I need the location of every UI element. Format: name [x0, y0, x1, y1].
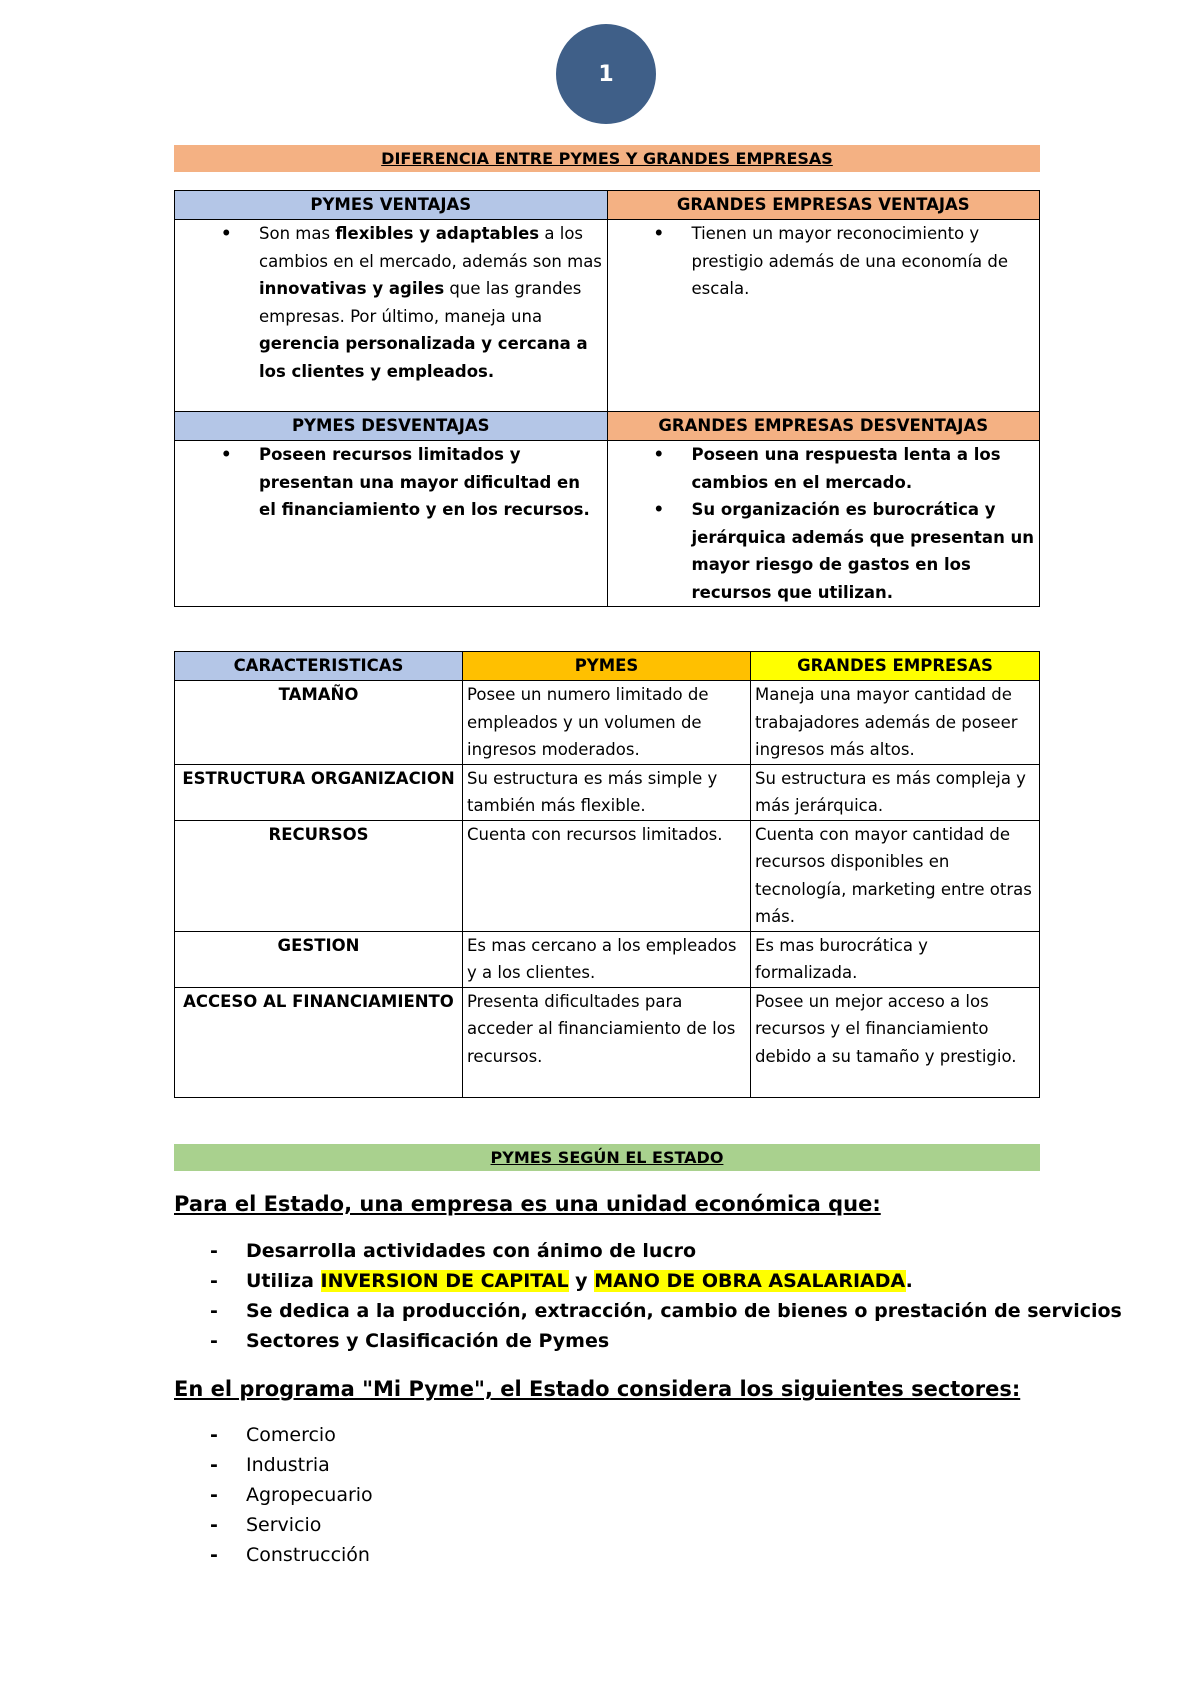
ge-ventajas-header: GRANDES EMPRESAS VENTAJAS	[607, 191, 1040, 220]
col-header-caracteristicas: CARACTERISTICAS	[175, 652, 463, 681]
row-label: ACCESO AL FINANCIAMIENTO	[175, 987, 463, 1097]
ge-desventajas-cell	[607, 441, 1040, 607]
list-item: - Industria	[174, 1450, 373, 1480]
ge-cell: Posee un mejor acceso a los recursos y el financiamiento debido a su tamaño y prestigio.	[751, 987, 1040, 1097]
highlight-mano-de-obra: MANO DE OBRA ASALARIADA	[594, 1270, 906, 1292]
pymes-desventajas-item: • Poseen recursos limitados y presentan una mayor dificultad en el financiamiento y en los recursos.	[259, 441, 603, 524]
table-row	[175, 820, 1040, 931]
pymes-ventajas-header: PYMES VENTAJAS	[175, 191, 608, 220]
list-item: - Comercio	[174, 1420, 373, 1450]
characteristics-table	[174, 651, 1040, 1098]
list-item: - Construcción	[174, 1540, 373, 1570]
pymes-ventajas-item: • Son mas flexibles y adaptables a los cambios en el mercado, además son mas innovativas y agiles que las grandes empresas. Por último, maneja una gerencia personalizada y cercana a los clientes y empleados.	[259, 220, 603, 385]
col-header-grandes-empresas: GRANDES EMPRESAS	[751, 652, 1040, 681]
list-item: - Se dedica a la producción, extracción, cambio de bienes o prestación de servicios	[174, 1296, 1122, 1326]
pymes-cell: Es mas cercano a los empleados y a los clientes.	[463, 931, 751, 987]
ge-cell: Su estructura es más compleja y más jerárquica.	[751, 764, 1040, 820]
comparison-table	[174, 190, 1040, 607]
sectores-list	[174, 1420, 373, 1570]
list-item: - Sectores y Clasificación de Pymes	[174, 1326, 1122, 1356]
ge-ventajas-item: • Tienen un mayor reconocimiento y prestigio además de una economía de escala.	[692, 220, 1036, 303]
ge-desventajas-header: GRANDES EMPRESAS DESVENTAJAS	[607, 412, 1040, 441]
ge-cell: Maneja una mayor cantidad de trabajadores además de poseer ingresos más altos.	[751, 681, 1040, 765]
table-row	[175, 987, 1040, 1097]
ge-desventajas-item: • Poseen una respuesta lenta a los cambios en el mercado.	[692, 441, 1036, 496]
estado-band: PYMES SEGÚN EL ESTADO	[174, 1144, 1040, 1171]
list-item: - Servicio	[174, 1510, 373, 1540]
programa-heading: En el programa "Mi Pyme", el Estado considera los siguientes sectores:	[174, 1377, 1021, 1401]
row-label: ESTRUCTURA ORGANIZACION	[175, 764, 463, 820]
ge-cell: Es mas burocrática y formalizada.	[751, 931, 1040, 987]
pymes-cell: Presenta dificultades para acceder al financiamiento de los recursos.	[463, 987, 751, 1097]
list-item: - Utiliza INVERSION DE CAPITAL y MANO DE OBRA ASALARIADA.	[174, 1266, 1122, 1296]
row-label: TAMAÑO	[175, 681, 463, 765]
list-item: - Desarrolla actividades con ánimo de lucro	[174, 1236, 1122, 1266]
row-label: GESTION	[175, 931, 463, 987]
highlight-inversion: INVERSION DE CAPITAL	[320, 1270, 569, 1292]
estado-list	[174, 1236, 1122, 1356]
pymes-desventajas-cell	[175, 441, 608, 607]
ge-desventajas-item: • Su organización es burocrática y jerárquica además que presentan un mayor riesgo de gastos en los recursos que utilizan.	[692, 496, 1036, 606]
row-label: RECURSOS	[175, 820, 463, 931]
col-header-pymes: PYMES	[463, 652, 751, 681]
table-row	[175, 764, 1040, 820]
table-row	[175, 931, 1040, 987]
title-band: DIFERENCIA ENTRE PYMES Y GRANDES EMPRESAS	[174, 145, 1040, 172]
table-row	[175, 681, 1040, 765]
list-item: - Agropecuario	[174, 1480, 373, 1510]
pymes-cell: Cuenta con recursos limitados.	[463, 820, 751, 931]
pymes-desventajas-header: PYMES DESVENTAJAS	[175, 412, 608, 441]
ge-ventajas-cell	[607, 220, 1040, 412]
estado-heading: Para el Estado, una empresa es una unidad económica que:	[174, 1192, 881, 1216]
ge-cell: Cuenta con mayor cantidad de recursos disponibles en tecnología, marketing entre otras más.	[751, 820, 1040, 931]
pymes-cell: Su estructura es más simple y también más flexible.	[463, 764, 751, 820]
page-number-badge: 1	[556, 24, 656, 124]
pymes-cell: Posee un numero limitado de empleados y un volumen de ingresos moderados.	[463, 681, 751, 765]
pymes-ventajas-cell	[175, 220, 608, 412]
